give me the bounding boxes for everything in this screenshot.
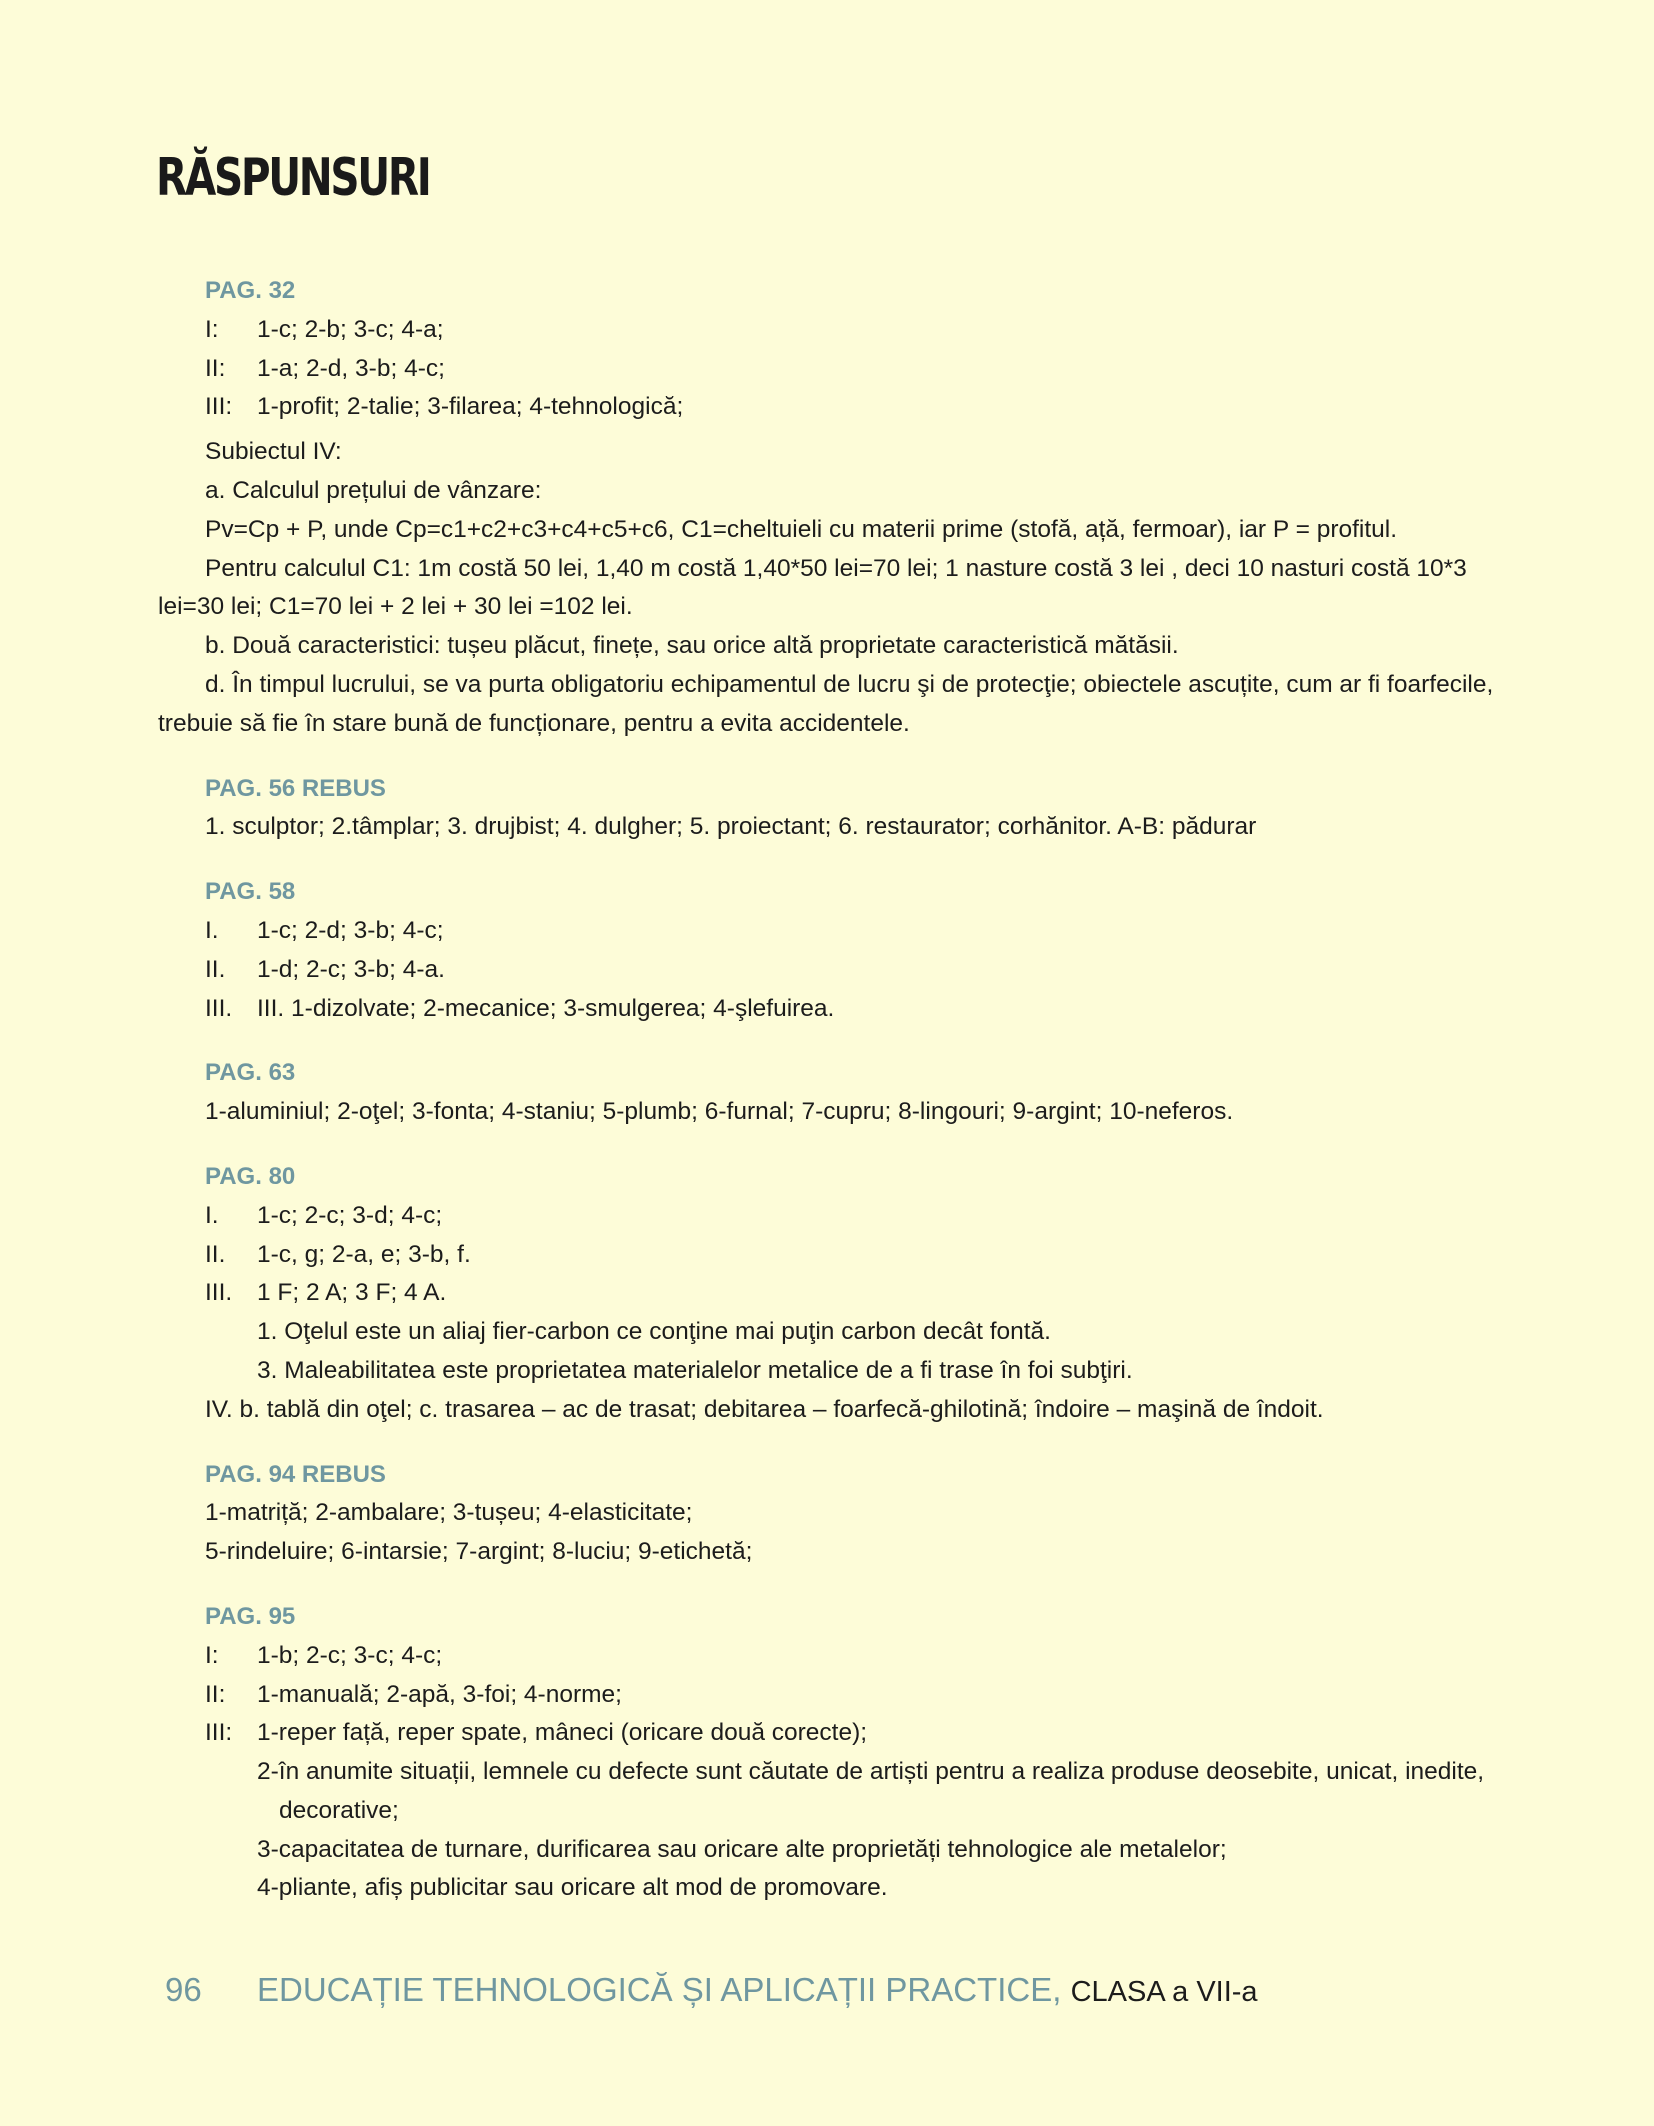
- row-text: III. 1-dizolvate; 2-mecanice; 3-smulgerea; 4-şlefuirea.: [257, 994, 835, 1022]
- answer-row: [158, 912, 1538, 951]
- answer-row: [158, 1197, 1538, 1236]
- row-label: III:: [205, 1719, 233, 1747]
- section-pag-94: [158, 1456, 1538, 1572]
- row-text: 1-c; 2-d; 3-b; 4-c;: [257, 916, 444, 944]
- answer-row: [158, 388, 1538, 427]
- row-text: 1-c, g; 2-a, e; 3-b, f.: [257, 1240, 471, 1268]
- paragraph: 1-matriță; 2-ambalare; 3-tușeu; 4-elasticitate;: [205, 1499, 693, 1527]
- paragraph: 5-rindeluire; 6-intarsie; 7-argint; 8-luciu; 9-etichetă;: [205, 1538, 753, 1566]
- row-text: 1-d; 2-c; 3-b; 4-a.: [257, 955, 445, 983]
- row-text: 1-a; 2-d, 3-b; 4-c;: [257, 354, 445, 382]
- row-label: II.: [205, 1240, 226, 1268]
- row-label: I.: [205, 1201, 219, 1229]
- answer-row: [158, 1637, 1538, 1676]
- sub-item: 2-în anumite situații, lemnele cu defecte sunt căutate de artiști pentru a realiza produse deosebite, unicat, inedite, decorative;: [257, 1758, 1485, 1824]
- row-label: I:: [205, 315, 219, 343]
- section-pag-56: [158, 770, 1538, 848]
- row-label: II:: [205, 354, 226, 382]
- paragraph: 1. sculptor; 2.tâmplar; 3. drujbist; 4. dulgher; 5. proiectant; 6. restaurator; corhănitor. A-B: pădurar: [205, 813, 1257, 841]
- sub-item: 3. Maleabilitatea este proprietatea materialelor metalice de a fi trase în foi subţiri.: [257, 1356, 1133, 1384]
- row-text: 1-c; 2-c; 3-d; 4-c;: [257, 1201, 443, 1229]
- answer-row: [158, 350, 1538, 389]
- sub-item: 3-capacitatea de turnare, durificarea sau oricare alte proprietăți tehnologice ale metalelor;: [257, 1835, 1227, 1863]
- page-footer: [165, 1971, 1565, 2009]
- book-title: EDUCAȚIE TEHNOLOGICĂ ȘI APLICAȚII PRACTICE,: [257, 1971, 1062, 2008]
- row-text: 1 F; 2 A; 3 F; 4 A.: [257, 1279, 447, 1307]
- section-pag-63: [158, 1054, 1538, 1132]
- answers-content: [158, 272, 1538, 1934]
- answer-row: [158, 1714, 1538, 1753]
- section-heading: PAG. 95: [205, 1602, 296, 1630]
- row-label: II.: [205, 955, 226, 983]
- row-label: III.: [205, 994, 233, 1022]
- section-heading: PAG. 58: [205, 878, 296, 906]
- section-heading: PAG. 63: [205, 1059, 296, 1087]
- page-title: RĂSPUNSURI: [156, 148, 430, 208]
- row-text: 1-reper față, reper spate, mâneci (oricare două corecte);: [257, 1719, 868, 1747]
- subject-label: Subiectul IV:: [205, 438, 342, 466]
- section-heading: PAG. 32: [205, 277, 296, 304]
- sub-item: 1. Oţelul este un aliaj fier-carbon ce conţine mai puţin carbon decât fontă.: [257, 1318, 1051, 1346]
- paragraph: b. Două caracteristici: tușeu plăcut, finețe, sau orice altă proprietate caracteristică mătăsii.: [205, 632, 1179, 660]
- paragraph: Pv=Cp + P, unde Cp=c1+c2+c3+c4+c5+c6, C1=cheltuieli cu materii prime (stofă, ață, fermoar), iar P = profitul.: [205, 515, 1398, 543]
- row-text: 1-profit; 2-talie; 3-filarea; 4-tehnologică;: [257, 393, 684, 421]
- row-label: III:: [205, 393, 233, 421]
- section-heading: PAG. 56 REBUS: [205, 774, 386, 802]
- section-pag-95: [158, 1598, 1538, 1908]
- answer-row: [158, 1274, 1538, 1313]
- row-text: 1-b; 2-c; 3-c; 4-c;: [257, 1641, 443, 1669]
- sub-item: 4-pliante, afiș publicitar sau oricare alt mod de promovare.: [257, 1874, 888, 1902]
- grade-label: CLASA a VII-a: [1070, 1976, 1258, 2008]
- paragraph: Pentru calculul C1: 1m costă 50 lei, 1,40 m costă 1,40*50 lei=70 lei; 1 nasture costă 3 lei , deci 10 nasturi costă 10*3 lei=30 lei; C1=70 lei + 2 lei + 30 lei =102 lei.: [158, 554, 1467, 621]
- row-label: III.: [205, 1279, 233, 1307]
- row-text: 1-c; 2-b; 3-c; 4-a;: [257, 315, 444, 343]
- section-pag-58: [158, 873, 1538, 1028]
- section-heading: PAG. 94 REBUS: [205, 1460, 386, 1488]
- paragraph: IV. b. tablă din oţel; c. trasarea – ac de trasat; debitarea – foarfecă-ghilotină; îndoire – maşină de îndoit.: [205, 1395, 1324, 1423]
- row-label: I.: [205, 916, 219, 944]
- answer-row: [158, 1236, 1538, 1275]
- answer-row: [158, 311, 1538, 350]
- section-pag-32: [158, 272, 1538, 744]
- paragraph: 1-aluminiul; 2-oţel; 3-fonta; 4-staniu; 5-plumb; 6-furnal; 7-cupru; 8-lingouri; 9-argint; 10-neferos.: [205, 1098, 1234, 1126]
- page-number: 96: [165, 1971, 202, 2008]
- section-pag-80: [158, 1158, 1538, 1430]
- paragraph: a. Calculul prețului de vânzare:: [205, 476, 542, 504]
- section-heading: PAG. 80: [205, 1162, 296, 1190]
- row-label: II:: [205, 1680, 226, 1708]
- answer-row: [158, 990, 1538, 1029]
- answer-row: [158, 951, 1538, 990]
- answer-row: [158, 1676, 1538, 1715]
- paragraph: d. În timpul lucrului, se va purta obligatoriu echipamentul de lucru şi de protecţie; obiectele ascuțite, cum ar fi foarfecile, trebuie să fie în stare bună de funcționare, pentru a evita accidentele.: [158, 670, 1494, 737]
- row-label: I:: [205, 1641, 219, 1669]
- row-text: 1-manuală; 2-apă, 3-foi; 4-norme;: [257, 1680, 622, 1708]
